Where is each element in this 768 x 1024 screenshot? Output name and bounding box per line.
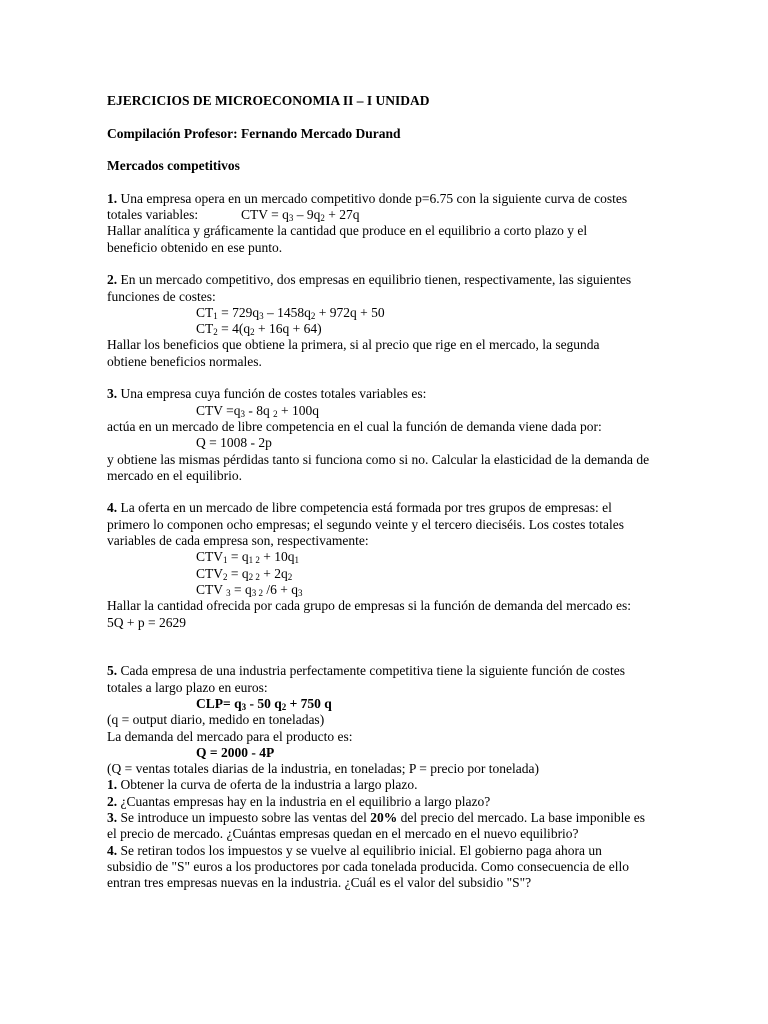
exercise-text: Hallar la cantidad ofrecida por cada grupo de empresas si la función de demanda del mercado es: [107,598,632,614]
subscript: 2 [273,408,278,419]
subscript: 3 [298,587,303,598]
question-item: 2. ¿Cuantas empresas hay en la industria en el equilibrio a largo plazo? [107,793,491,809]
blank-line [107,631,737,664]
bold-text: 4. [107,842,118,858]
cost-formula: CTV $=q_3 - 8q$ $_2$ + 100q [196,402,319,419]
document-page [107,93,737,892]
compiler-line: Compilación Profesor: Fernando Mercado Durand [107,125,401,141]
demand-formula: Q = 2000 - 4P [196,744,275,760]
subscript: 1 2 [248,555,260,566]
bold-text: 1. [107,777,118,793]
question-item: subsidio de "S" euros a los productores por cada tonelada producida. Como consecuencia de ello [107,858,629,874]
exercise-text: actúa en un mercado de libre competencia en el cual la función de demanda viene dada por: [107,418,602,434]
cost-formula: $CLP= q_3 - 50$ $q_2 + 750$ q [196,695,332,712]
subscript: 1 [213,310,218,321]
exercise-text: 2. En un mercado competitivo, dos empresas en equilibrio tienen, respectivamente, las siguientes [107,272,632,288]
exercise-text: funciones de costes: [107,288,216,304]
document-title: EJERCICIOS DE MICROECONOMIA II – I UNIDAD [107,93,430,108]
question-item: 3. Se introduce un impuesto sobre las ventas del 20% del precio del mercado. La base imponible es [107,810,645,826]
cost-formula: $CT_2 = 4(q_2 + 16q + 64)$ [196,321,322,338]
cost-formula: $CT_1 = 729q_3 - 1458q_2 + 972q + 50$ [196,304,385,321]
subscript: 2 [310,310,316,321]
subscript: 3 2 [251,587,264,598]
exercise-text: 4. La oferta en un mercado de libre competencia está formada por tres grupos de empresas: el [107,500,612,516]
cost-formula: CTV = $q_3 - 9q_2 + 27q$ [241,207,360,224]
blank-line [107,256,737,272]
blank-line [107,174,737,190]
exercise-text: y obtiene las mismas pérdidas tanto si funciona como si no. Calcular la elasticidad de la demanda de [107,451,650,467]
demand-formula: Q = 1008 - 2p [196,435,272,451]
exercise-text: (Q = ventas totales diarias de la industria, en toneladas; P = precio por tonelada) [107,761,539,777]
subscript: 2 [213,327,218,338]
bold-text: 5. [107,663,118,679]
blank-line [107,142,737,158]
exercise-text: 5. Cada empresa de una industria perfectamente competitiva tiene la siguiente función de costes [107,663,626,679]
exercise-text: Hallar los beneficios que obtiene la primera, si al precio que rige en el mercado, la segunda [107,337,600,353]
exercise-1 [107,191,737,256]
exercise-text: mercado en el equilibrio. [107,467,242,483]
subscript: 3 [259,310,264,321]
question-item: entran tres empresas nuevas en la industria. ¿Cuál es el valor del subsidio "S"? [107,875,532,891]
exercise-text [107,207,737,223]
exercise-text: (q = output diario, medido en toneladas) [107,712,325,728]
exercise-text: obtiene beneficios normales. [107,353,262,369]
exercise-2 [107,272,737,370]
subscript: 2 [281,701,287,712]
exercise-text: primero lo componen ocho empresas; el segundo veinte y el tercero dieciséis. Los costes totales [107,516,624,532]
subscript: 3 [226,587,231,598]
bold-text: 4. [107,500,118,516]
subscript: 2 [223,571,228,582]
exercise-text: variables de cada empresa son, respectivamente: [107,533,369,549]
bold-text: 2. [107,272,118,288]
bold-text: 1. [107,190,118,206]
bold-text: 20% [370,810,398,826]
question-item: 4. Se retiran todos los impuestos y se vuelve al equilibrio inicial. El gobierno paga ahora un [107,842,602,858]
subscript: 2 [250,327,255,338]
subscript: 3 [240,408,245,419]
subscript: 2 2 [248,571,260,582]
exercise-text: totales variables: [107,207,199,223]
cost-formula: CTV $_3 = q_{3 2}$ $/6 + q_3$ [196,581,303,598]
question-item: 1. Obtener la curva de oferta de la industria a largo plazo. [107,777,418,793]
exercise-text: Hallar analítica y gráficamente la cantidad que produce en el equilibrio a corto plazo y el [107,223,588,239]
exercise-text: beneficio obtenido en ese punto. [107,239,283,255]
subscript: 2 [320,213,325,224]
section-heading: Mercados competitivos [107,158,240,174]
bold-text: 3. [107,386,118,402]
bold-text: 2. [107,793,118,809]
cost-formula: $CTV_1 = q_{1 2} + 10q_1$ [196,549,299,566]
subscript: 3 [288,213,294,224]
subscript: 3 [241,701,247,712]
blank-line [107,370,737,386]
question-item: el precio de mercado. ¿Cuántas empresas quedan en el mercado en el nuevo equilibrio? [107,826,579,842]
subscript: 1 [223,555,228,566]
exercise-text: La demanda del mercado para el producto es: [107,728,353,744]
exercise-4 [107,500,737,630]
exercise-5 [107,663,737,891]
blank-line [107,109,737,125]
demand-formula: 5Q + p = 2629 [107,614,186,630]
exercise-text: totales a largo plazo en euros: [107,679,268,695]
subscript: 1 [294,555,299,566]
bold-text: 3. [107,810,118,826]
cost-formula: $CTV_2 = q_{2 2} + 2q_2$ [196,565,293,582]
exercise-text: 1. Una empresa opera en un mercado competitivo donde p=6.75 con la siguiente curva de costes [107,190,628,206]
exercise-text: 3. Una empresa cuya función de costes totales variables es: [107,386,427,402]
exercise-3 [107,386,737,484]
subscript: 2 [287,571,293,582]
blank-line [107,484,737,500]
